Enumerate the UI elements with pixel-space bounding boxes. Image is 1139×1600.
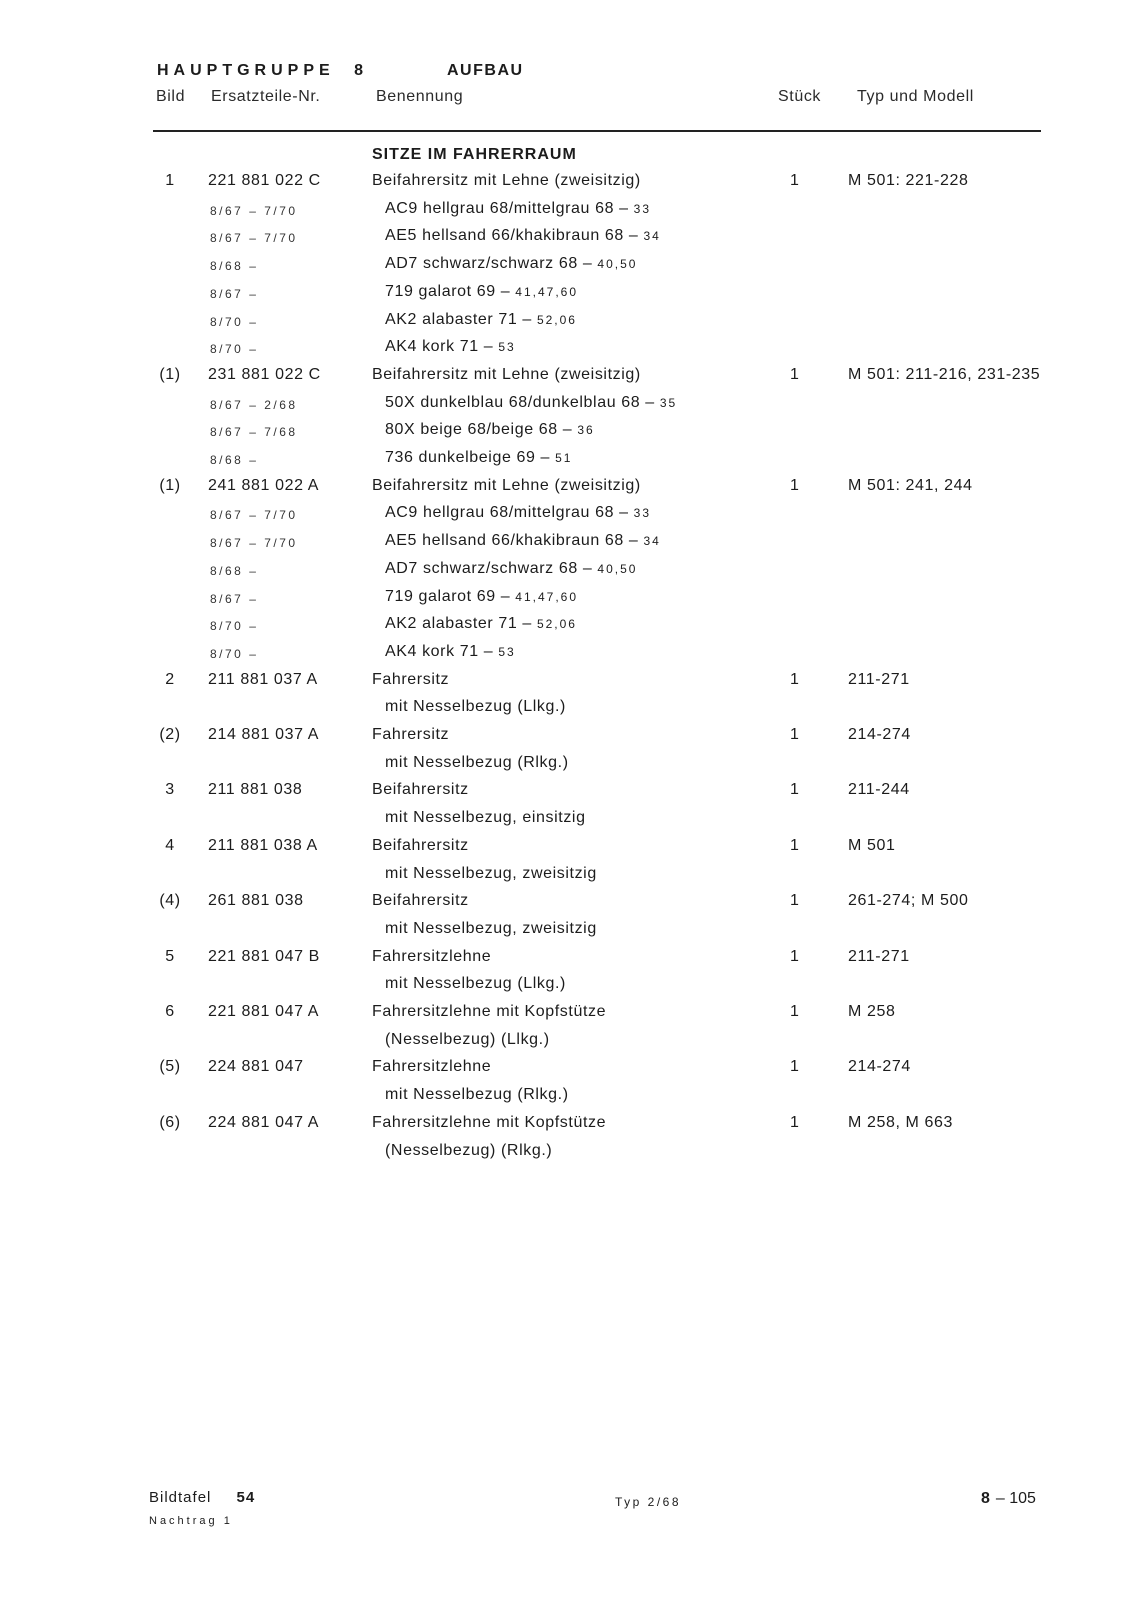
page-number-value: – 105 xyxy=(995,1490,1036,1507)
quantity: 1 xyxy=(790,172,800,189)
page-number xyxy=(981,1490,1036,1508)
table-row xyxy=(0,809,1139,836)
table-row xyxy=(0,172,1139,199)
table-row xyxy=(0,504,1139,531)
production-date-range: 8/67 – 7/70 xyxy=(210,508,298,522)
color-code: 40,50 xyxy=(597,257,638,271)
part-name: Fahrersitz xyxy=(372,671,450,688)
part-number: 211 881 037 A xyxy=(208,671,318,688)
part-number: 221 881 047 A xyxy=(208,1003,320,1020)
color-code: 41,47,60 xyxy=(515,285,579,299)
part-number: 231 881 022 C xyxy=(208,366,321,383)
group-number: 8 xyxy=(354,62,369,79)
color-variant xyxy=(385,200,651,218)
color-variant xyxy=(385,560,637,578)
table-row xyxy=(0,1003,1139,1030)
color-variant-text: 719 galarot 69 – xyxy=(385,588,511,605)
color-variant xyxy=(385,255,637,273)
type-model: M 501 xyxy=(848,837,896,854)
quantity: 1 xyxy=(790,948,800,965)
table-row xyxy=(0,671,1139,698)
type-model: M 501: 211-216, 231-235 xyxy=(848,366,1041,383)
color-variant-text: 50X dunkelblau 68/dunkelblau 68 – xyxy=(385,394,655,411)
part-number: 224 881 047 xyxy=(208,1058,304,1075)
color-variant xyxy=(385,449,572,467)
table-row xyxy=(0,200,1139,227)
production-date-range: 8/67 – 2/68 xyxy=(210,398,298,412)
production-date-range: 8/67 – xyxy=(210,287,259,301)
table-row xyxy=(0,394,1139,421)
quantity: 1 xyxy=(790,726,800,743)
table-row xyxy=(0,1031,1139,1058)
column-header-bild: Bild xyxy=(156,88,186,105)
production-date-range: 8/68 – xyxy=(210,259,259,273)
production-date-range: 8/67 – 7/70 xyxy=(210,204,298,218)
table-row xyxy=(0,338,1139,365)
type-model: 211-244 xyxy=(848,781,910,798)
color-code: 34 xyxy=(643,534,661,548)
bild-number: (4) xyxy=(159,892,181,909)
table-row xyxy=(0,615,1139,642)
color-variant-text: 719 galarot 69 – xyxy=(385,283,511,300)
part-name: mit Nesselbezug (Rlkg.) xyxy=(385,754,569,771)
part-number: 261 881 038 xyxy=(208,892,304,909)
color-variant-text: AD7 schwarz/schwarz 68 – xyxy=(385,560,593,577)
color-code: 52,06 xyxy=(536,617,577,631)
bild-number: 5 xyxy=(165,948,175,965)
production-date-range: 8/70 – xyxy=(210,342,259,356)
color-code: 33 xyxy=(633,202,652,216)
bild-number: (2) xyxy=(159,726,181,743)
type-model: 214-274 xyxy=(848,1058,911,1075)
page-section: 8 xyxy=(981,1490,990,1507)
table-row xyxy=(0,283,1139,310)
table-row xyxy=(0,975,1139,1002)
table-row xyxy=(0,477,1139,504)
part-name: Beifahrersitz xyxy=(372,781,469,798)
quantity: 1 xyxy=(790,477,800,494)
part-name: mit Nesselbezug (Rlkg.) xyxy=(385,1086,569,1103)
type-model: 211-271 xyxy=(848,671,910,688)
part-name: (Nesselbezug) (Rlkg.) xyxy=(385,1142,553,1159)
color-variant xyxy=(385,283,578,301)
quantity: 1 xyxy=(790,1058,800,1075)
color-variant-text: 736 dunkelbeige 69 – xyxy=(385,449,551,466)
color-variant xyxy=(385,643,516,661)
color-variant xyxy=(385,311,577,329)
production-date-range: 8/67 – xyxy=(210,592,259,606)
color-variant-text: AK2 alabaster 71 – xyxy=(385,615,532,632)
table-row xyxy=(0,781,1139,808)
color-variant-text: AK2 alabaster 71 – xyxy=(385,311,532,328)
production-date-range: 8/70 – xyxy=(210,647,259,661)
production-date-range: 8/67 – 7/70 xyxy=(210,536,298,550)
table-row xyxy=(0,255,1139,282)
type-model: M 501: 221-228 xyxy=(848,172,969,189)
group-name: AUFBAU xyxy=(447,62,524,79)
bild-number: 1 xyxy=(165,172,175,189)
table-row xyxy=(0,366,1139,393)
bild-number: (1) xyxy=(159,477,181,494)
footer-plate xyxy=(149,1489,255,1506)
page-title xyxy=(157,62,524,80)
table-row xyxy=(0,643,1139,670)
color-code: 51 xyxy=(555,451,573,465)
part-number: 211 881 038 A xyxy=(208,837,318,854)
part-name: mit Nesselbezug (Llkg.) xyxy=(385,698,566,715)
production-date-range: 8/70 – xyxy=(210,619,259,633)
bild-number: (5) xyxy=(159,1058,181,1075)
color-code: 53 xyxy=(498,645,516,659)
part-name: Fahrersitzlehne mit Kopfstütze xyxy=(372,1003,607,1020)
color-code: 40,50 xyxy=(597,562,638,576)
color-variant-text: AC9 hellgrau 68/mittelgrau 68 – xyxy=(385,200,629,217)
footer-type-note: Typ 2/68 xyxy=(615,1495,682,1509)
table-row xyxy=(0,1086,1139,1113)
color-variant xyxy=(385,338,516,356)
production-date-range: 8/68 – xyxy=(210,564,259,578)
color-variant xyxy=(385,227,661,245)
color-variant xyxy=(385,421,595,439)
table-row xyxy=(0,698,1139,725)
bild-number: (1) xyxy=(159,366,181,383)
header-rule xyxy=(153,130,1041,132)
table-row xyxy=(0,920,1139,947)
color-code: 34 xyxy=(643,229,661,243)
part-number: 214 881 037 A xyxy=(208,726,320,743)
type-model: M 258 xyxy=(848,1003,896,1020)
table-row xyxy=(0,754,1139,781)
part-name: Beifahrersitz xyxy=(372,837,469,854)
part-name: (Nesselbezug) (Llkg.) xyxy=(385,1031,550,1048)
color-variant-text: AE5 hellsand 66/khakibraun 68 – xyxy=(385,532,639,549)
color-variant-text: AK4 kork 71 – xyxy=(385,643,494,660)
bild-number: 4 xyxy=(165,837,175,854)
type-model: 211-271 xyxy=(848,948,910,965)
type-model: M 258, M 663 xyxy=(848,1114,954,1131)
section-title: SITZE IM FAHRERRAUM xyxy=(372,146,577,163)
part-name: Fahrersitz xyxy=(372,726,450,743)
color-variant xyxy=(385,394,677,412)
color-variant xyxy=(385,532,661,550)
footer-supplement: Nachtrag 1 xyxy=(149,1515,233,1527)
bild-number: 2 xyxy=(165,671,175,688)
quantity: 1 xyxy=(790,837,800,854)
quantity: 1 xyxy=(790,892,800,909)
part-name: Beifahrersitz xyxy=(372,892,469,909)
table-row xyxy=(0,1114,1139,1141)
table-row xyxy=(0,1142,1139,1169)
color-code: 35 xyxy=(659,396,678,410)
color-variant xyxy=(385,588,578,606)
type-model: M 501: 241, 244 xyxy=(848,477,973,494)
color-variant xyxy=(385,504,651,522)
table-row xyxy=(0,311,1139,338)
table-row xyxy=(0,726,1139,753)
table-row xyxy=(0,837,1139,864)
part-name: Fahrersitzlehne mit Kopfstütze xyxy=(372,1114,607,1131)
plate-label: Bildtafel xyxy=(149,1489,212,1506)
table-row xyxy=(0,1058,1139,1085)
production-date-range: 8/67 – 7/68 xyxy=(210,425,298,439)
color-code: 52,06 xyxy=(536,313,577,327)
column-header-name: Benennung xyxy=(376,88,464,105)
color-code: 33 xyxy=(633,506,652,520)
group-label: HAUPTGRUPPE xyxy=(157,62,335,79)
color-code: 41,47,60 xyxy=(515,590,579,604)
part-number: 241 881 022 A xyxy=(208,477,320,494)
part-name: Beifahrersitz mit Lehne (zweisitzig) xyxy=(372,477,641,494)
table-row xyxy=(0,532,1139,559)
part-name: Beifahrersitz mit Lehne (zweisitzig) xyxy=(372,172,641,189)
production-date-range: 8/67 – 7/70 xyxy=(210,231,298,245)
color-variant-text: AK4 kork 71 – xyxy=(385,338,494,355)
part-number: 224 881 047 A xyxy=(208,1114,320,1131)
part-number: 221 881 047 B xyxy=(208,948,320,965)
table-row xyxy=(0,560,1139,587)
part-number: 221 881 022 C xyxy=(208,172,321,189)
production-date-range: 8/70 – xyxy=(210,315,259,329)
table-row xyxy=(0,227,1139,254)
color-variant-text: AD7 schwarz/schwarz 68 – xyxy=(385,255,593,272)
table-row xyxy=(0,865,1139,892)
column-header-qty: Stück xyxy=(778,88,822,105)
column-header-part-no: Ersatzteile-Nr. xyxy=(211,88,321,105)
part-name: mit Nesselbezug, zweisitzig xyxy=(385,920,597,937)
column-header-type: Typ und Modell xyxy=(857,88,974,105)
production-date-range: 8/68 – xyxy=(210,453,259,467)
table-row xyxy=(0,948,1139,975)
color-variant-text: AE5 hellsand 66/khakibraun 68 – xyxy=(385,227,639,244)
type-model: 261-274; M 500 xyxy=(848,892,969,909)
table-row xyxy=(0,421,1139,448)
quantity: 1 xyxy=(790,366,800,383)
part-name: mit Nesselbezug, zweisitzig xyxy=(385,865,597,882)
color-code: 36 xyxy=(577,423,595,437)
quantity: 1 xyxy=(790,781,800,798)
color-variant-text: 80X beige 68/beige 68 – xyxy=(385,421,573,438)
bild-number: 3 xyxy=(165,781,175,798)
color-variant-text: AC9 hellgrau 68/mittelgrau 68 – xyxy=(385,504,629,521)
color-variant xyxy=(385,615,577,633)
part-name: Beifahrersitz mit Lehne (zweisitzig) xyxy=(372,366,641,383)
quantity: 1 xyxy=(790,671,800,688)
part-name: mit Nesselbezug, einsitzig xyxy=(385,809,586,826)
table-row xyxy=(0,588,1139,615)
part-name: mit Nesselbezug (Llkg.) xyxy=(385,975,566,992)
table-row xyxy=(0,449,1139,476)
quantity: 1 xyxy=(790,1114,800,1131)
part-name: Fahrersitzlehne xyxy=(372,1058,492,1075)
table-row xyxy=(0,892,1139,919)
type-model: 214-274 xyxy=(848,726,911,743)
plate-number: 54 xyxy=(236,1489,256,1506)
color-code: 53 xyxy=(498,340,516,354)
part-name: Fahrersitzlehne xyxy=(372,948,492,965)
quantity: 1 xyxy=(790,1003,800,1020)
bild-number: 6 xyxy=(165,1003,175,1020)
bild-number: (6) xyxy=(159,1114,181,1131)
part-number: 211 881 038 xyxy=(208,781,303,798)
